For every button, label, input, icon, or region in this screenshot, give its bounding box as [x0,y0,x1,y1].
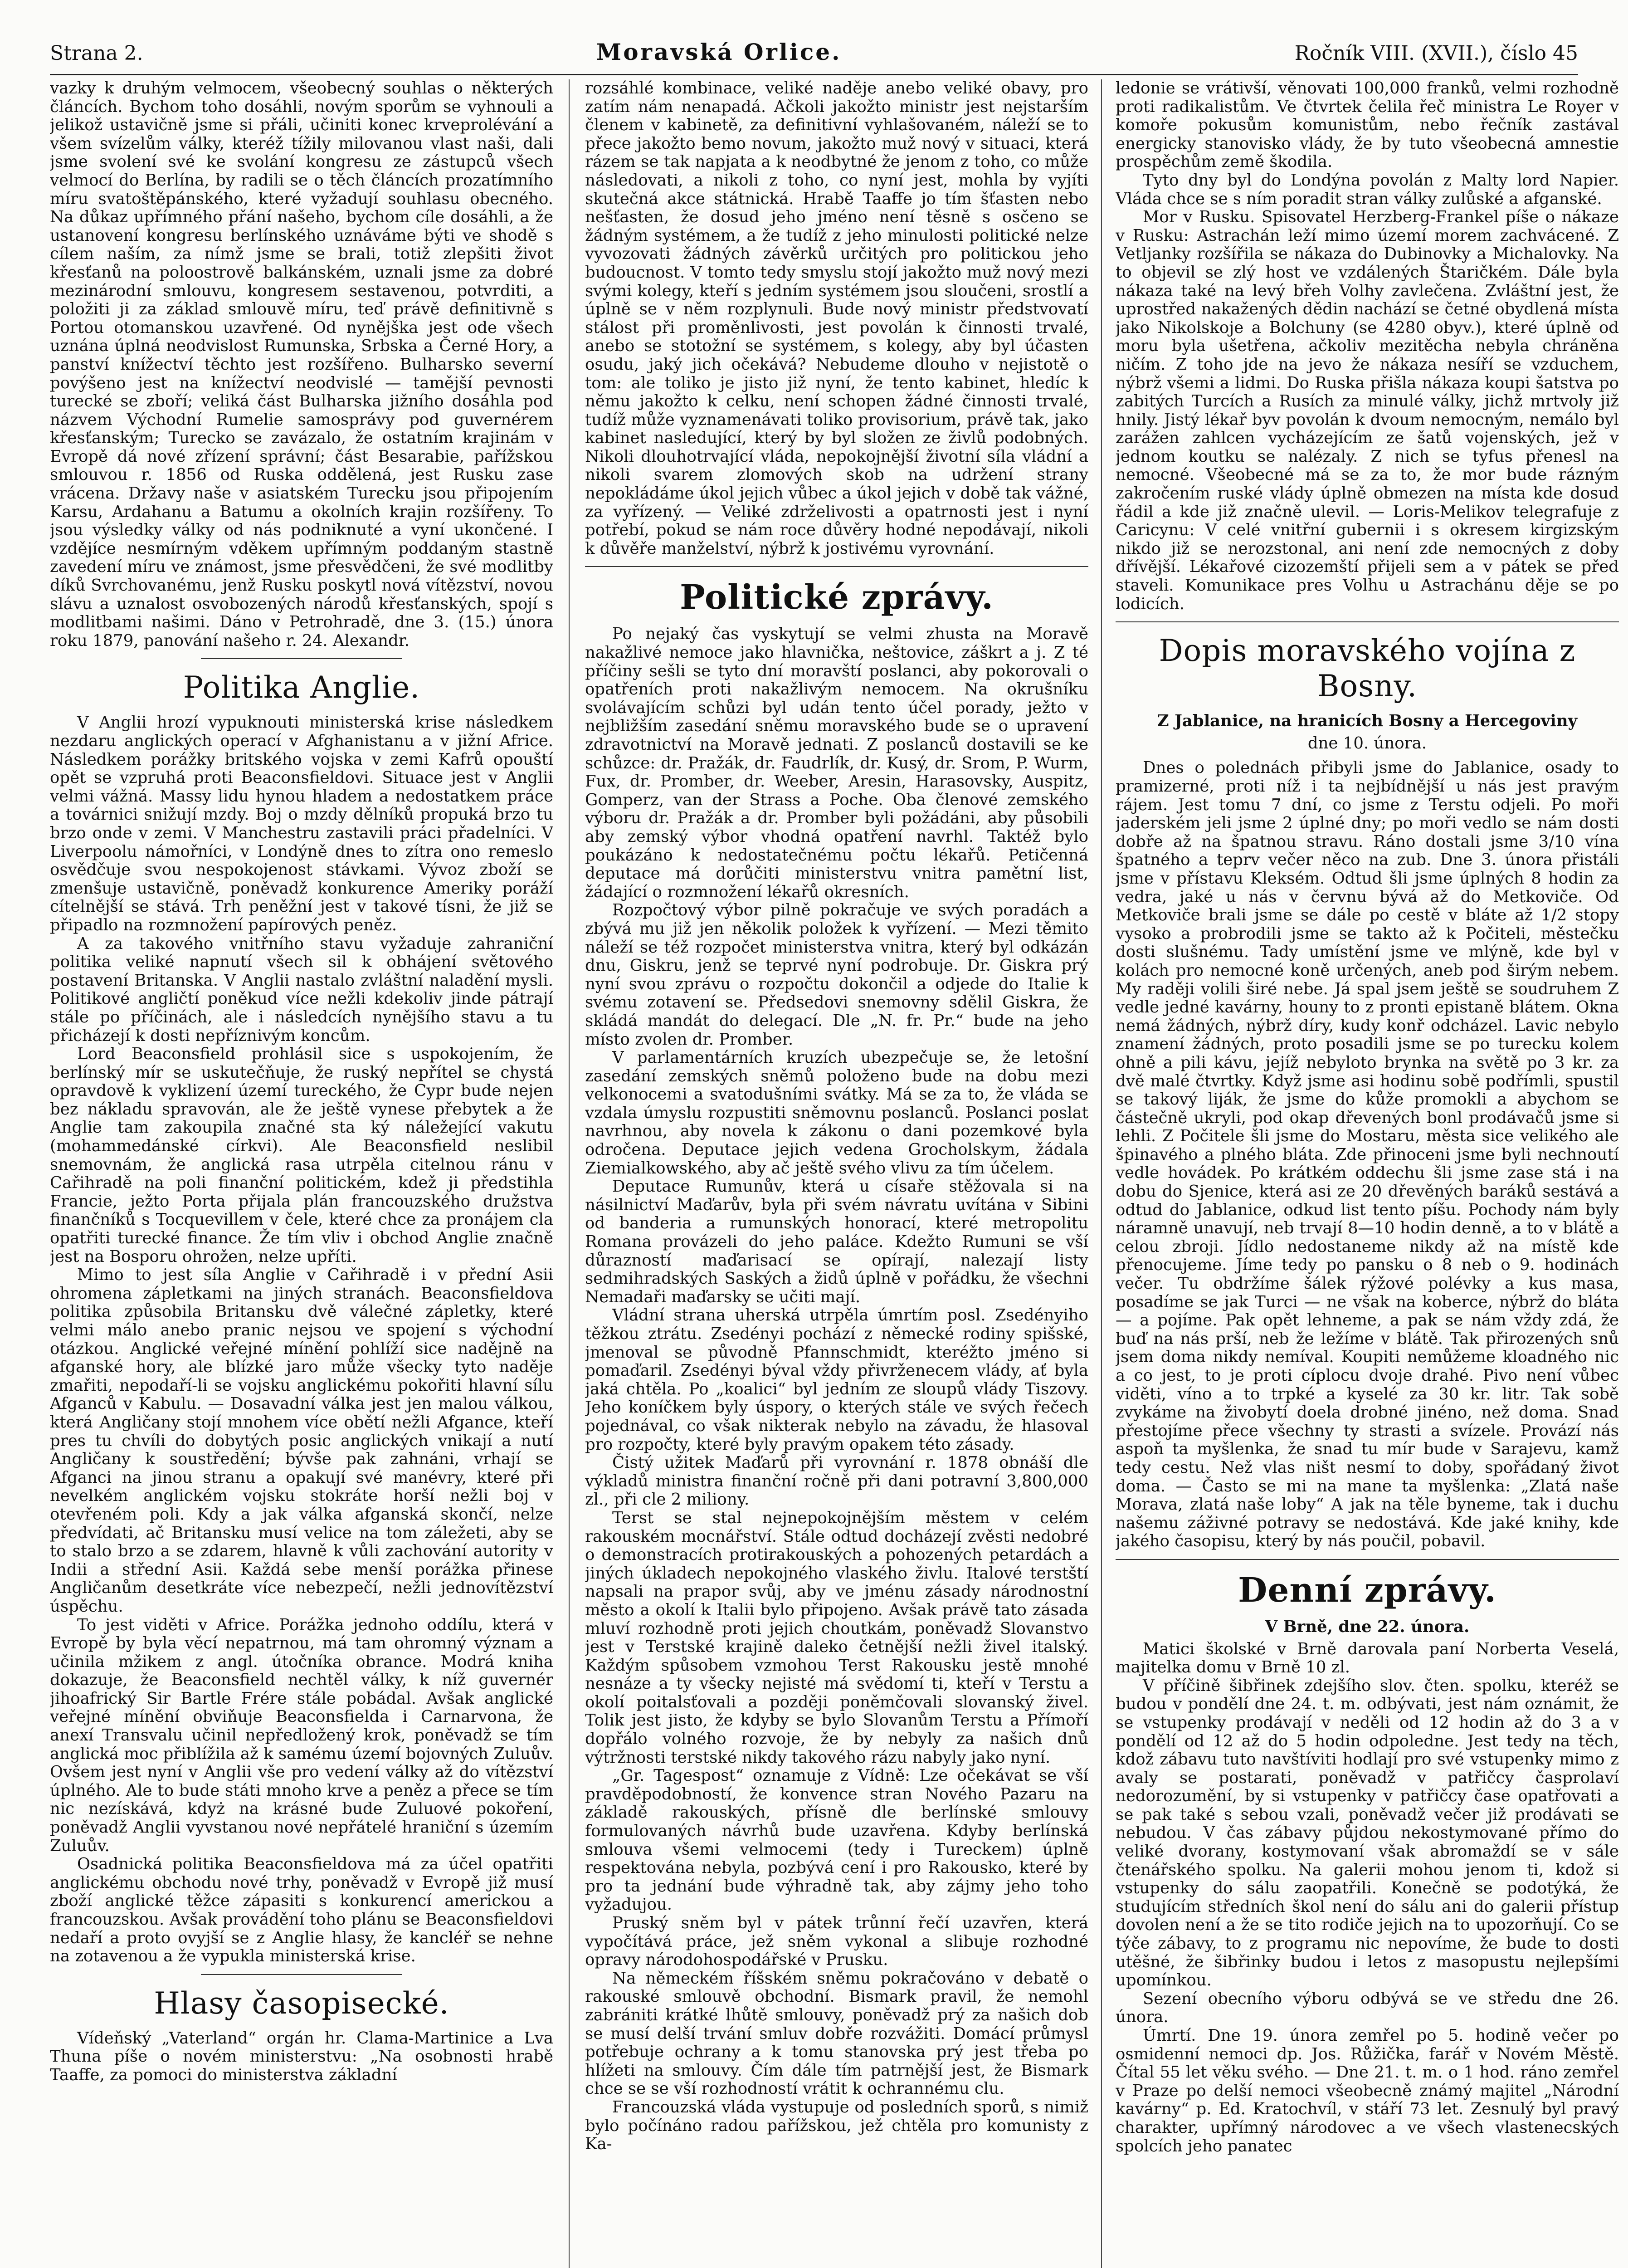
section-heading: Politické zprávy. [680,578,994,617]
article-paragraph: Matici školské v Brně darovala paní Norberta Veselá, majitelka domu v Brně 10 zl. [1116,1639,1619,1677]
article-paragraph: Mor v Rusku. Spisovatel Herzberg-Frankel píše o nákaze v Rusku: Astrachán leží mimo území morem zachvácené. Z Vetljanky rozšířila se nákaza do Dubinovky a Michalovky. Na to objevil se zlý host ve vzdálených Štaričkém. Dále byla nákaza také na levý břeh Volhy zavlečena. Zvláštní jest, že uprostřed nakažených dědin nachází se četné obydlená místa jako Nikolskoje a Bolchuny (se 4280 obyv.), které úplně od moru byla ušetřena, ačkoliv mezitěcha nebyla chráněna ničím. Z toho jde na jevo že nákaza nesíří se vzduchem, nýbrž všemi a lidmi. Do Ruska přišla nákaza koupi šatstva po zabitých Turcích a Rusích za minulé války, jichž mrtvoly již hnily. Jistý lékař byv povolán k dvoum nemocným, nemálo byl zarážen zahlcen vycházejícím ze šatů vojenských, jež v jednom koutku se nalézaly. Z nich se tyfus přenesl na nemocné. Všeobecné má se za to, že mor bude rázným zakročením ruské vlády úplně obmezen na místa kde dosud řádil a kde již značně ulevil. — Loris-Melikov telegrafuje z Caricynu: V celé vnitřní gubernii i s okresem kirgizským nikdo již se nerozstonal, ani není zde nemocných z doby dřívější. Lékařové cizozemští přijeli sem a v pátek se před staveli. Komunikace pres Volhu u Astrachánu děje se po lodicích. [1116,208,1619,613]
header-rule [50,74,1578,75]
newspaper-title: Moravská Orlice. [596,39,842,65]
article-paragraph: V Anglii hrozí vypuknouti ministerská krise následkem nezdaru anglických operací v Afghanistanu a v jižní Africe. Následkem porážky britského vojska v zemi Kafrů opouští opět se vzpruhá proti Beaconsfieldovi. Situace jest v Anglii velmi vážná. Massy lidu hynou hladem a nedostatkem práce a továrnici snižují mzdy. Boj o mzdy dělníků propuká brzo tu brzo onde v zemi. V Manchestru zastavili práci přadelníci. V Liverpoolu námořníci, v Londýně dnes to zítra ono remeslo osvědčuje svou nespokojenost stávkami. Vývoz zboží se zmenšuje ustavičně, poněvadž konkurence Ameriky poráží cítelnější se stává. Trh peněžní jest v takové tísni, že již se připadlo na rozmnožení papírových peněz. [50,713,553,934]
section-heading: Denní zprávy. [1238,1570,1496,1610]
column-1 [50,79,553,2268]
article-paragraph: V příčině šibřinek zdejšího slov. čten. spolku, kteréž se budou v pondělí dne 24. t. m. odbývati, jest nám oznámit, že se vstupenky prodávají v neděli od 12 hodin až do 3 a v pondělí od 12 až do 5 hodin odpoledne. Jest tedy na těch, kdož zábavu tuto navštíviti hodlají pro své vstupenky mimo z avaly se postarati, poněvadž v patřičcy časprolaví nedorozumění, by si vstupenky v patřičcy čase opatřovati a se pak také s sebou vzali, poněvadž večer již prodávati se nebudou. V čas zábavy půjdou nekostymované přímo do veliké dvorany, kostymovaní však abromaždí se v sále čtenářského spolku. Na galerii mohou jenom ti, kdož si vstupenky do sálu zaopatřili. Konečně se podotýká, že studujícím středních škol není do sálu ani do galerii přístup dovolen není a že se tito rodiče jejich na to upozorňují. Co se týče zábavy, to z programu nic nepovíme, že bude to dosti utěšné, že šibřinky budou i letos z masopustu nejlepšími upomínkou. [1116,1676,1619,1990]
article-paragraph: rozsáhlé kombinace, veliké naděje anebo veliké obavy, pro zatím nám nenapadá. Ačkoli jakožto ministr jest nejstarším členem v kabinetě, za definitivní vyhlašovaném, náleží se to přece jakožto bemo novum, jakožto muž nový v situaci, která rázem se tak napjata a k neodbytné že jenom z toho, co může následovati, a nikoli z toho, co nyní jest, mohla by vyjíti skutečná akce státnická. Hrabě Taaffe jo tím šťasten nebo nešťasten, že dosud jeho jméno není těsně s osčeno se žádným systémem, a že tudíž z jeho minulosti politické nelze vyvozovati žádných závěrků určitých pro politickou jeho budoucnost. V tomto tedy smyslu stojí jakožto muž nový mezi svými kolegy, kteří s jedním systémem jsou sloučeni, srostlí a úplně se v něm rozplynuli. Bude nový ministr předstvovatí stálost při proměnlivosti, jest povolán k činnosti trvalé, anebo se stotožní se systémem, s kolegy, aby byl účasten osudu, jaký jich očekává? Nebudeme dlouho v nejistotě o tom: ale toliko je jisto již nyní, že tento kabinet, hledíc k němu jakožto k celku, není schopen žádné činnosti trvalé, tudíž může vyznamenávati toliko provisorium, právě tak, jako kabinet nasledující, který by byl složen ze živlů podobných. Nikoli dlouhotrvající vláda, nepokojnější životní síla vládní a nikoli svarem zlomových skob na udržení strany nepokládáme úkol jejich vůbec a úkol jejich v době tak vážné, za vyřízený. — Veliké zdrželivosti a opatrnosti jest i nyní potřebí, pokud se nám roce důvěry hodné nepodávají, nikoli k důvěře manželství, nýbrž k jostivému vyrovnání. [585,79,1088,558]
page-header [50,39,1578,70]
section-heading: Politika Anglie. [183,670,420,705]
column-divider [1101,79,1102,2268]
article-paragraph: Na německém říšském sněmu pokračováno v debatě o rakouské smlouvě obchodní. Bismark pravil, že nemohl zabrániti krátké lhůtě smlouvy, poněvadž prý za našich dob se musí delší trvání smluv dobře rozvážiti. Domácí průmysl potřebuje ochrany a k tomu stanovska prý jest třeba po hlížeti na smlouvy. Čím dále tím patrnější jest, že Bismark chce se se vší rozhodností vrátit k ochrannému clu. [585,1969,1088,2098]
article-paragraph: Deputace Rumunův, která u císaře stěžovala si na násilnictví Maďarův, byla při svém návratu uvítána v Sibini od banderia a rumunských honorací, které metropolitu Romana provázeli do jeho paláce. Kdežto Rumuni se vší důrazností maďarisací se opírají, nalezají listy sedmihradských Saských a židů úplně v pořádku, že všechni Nemadaři maďarsky se učiti mají. [585,1177,1088,1306]
section-divider [201,658,402,659]
section-heading: Hlasy časopisecké. [154,1985,449,2021]
article-paragraph: ledonie se vrátivší, věnovati 100,000 franků, velmi rozhodně proti radikalistům. Ve čtvrtek čelila řeč ministra Le Royer v komoře pokusům komunistům, nebo řečník zastával energicky stanovisko vlády, že by tuto všeobecná amnestie prospěchům země škodila. [1116,79,1619,171]
article-paragraph: Vládní strana uherská utrpěla úmrtím posl. Zsedényiho těžkou ztrátu. Zsedényi pochází z německé rodiny spišské, jmenoval se původně Pfannschmidt, kteréžto jméno si pomaďaril. Zsedényi býval vždy přivrženecem vlády, ať byla jaká chtěla. Po „koalici“ byl jedním ze sloupů vlády Tiszovy. Jeho koníčkem byly úspory, o kterých stále ve svých řečech pojednával, co však nikterak nebylo na závadu, že hlasoval pro rozpočty, které byly pravým opakem této zásady. [585,1306,1088,1454]
article-paragraph: Po nejaký čas vyskytují se velmi zhusta na Moravě nakažlivé nemoce jako hlavnička, neštovice, záškrt a j. Z té příčiny sešli se tyto dní moravští poslanci, aby pokorovali o opatřeních proti nakažlivým nemocem. Na okrušníku svolávajícím schůzi byl udán tento účel porady, ježto v nejbližším zasedání sněmu moravského bude se o upravení zdravotnictví na Moravě jednati. Z poslanců dostavili se ke schůzce: dr. Pražák, dr. Faudrlík, dr. Kusý, dr. Srom, P. Wurm, Fux, dr. Promber, dr. Weeber, Aresin, Harasovsky, Auspitz, Gomperz, van der Strass a Poche. Oba členové zemského výboru dr. Pražák a dr. Promber byli požádáni, aby působili aby zemský výbor vhodná opatření navrhl. Taktéž bylo poukázáno k nedostatečnému počtu lékařů. Petičenná deputace má dorůčiti ministerstvu vnitra pamětní list, žádající o rozmnožení lékařů okresních. [585,625,1088,901]
article-paragraph: „Gr. Tagespost“ oznamuje z Vídně: Lze očekávat se vší pravděpodobností, že konvence stran Nového Pazaru na základě rakouských, přísně dle berlínské smlouvy formulovaných návrhů bude uzavřena. Kdyby berlínská smlouva všemi velmocemi (tedy i Tureckem) úplně respektována nebyla, pozbývá cení i pro Rakousko, které by pro ta jednání bude výhradně tak, aby zájmy jeho toho vyžadujou. [585,1766,1088,1914]
article-paragraph: Čistý užitek Maďarů při vyrovnání r. 1878 obnáší dle výkladů ministra finanční ročně při dani potravní 3,800,000 zl., při cle 2 miliony. [585,1453,1088,1509]
section-divider [1116,621,1619,622]
article-paragraph: Úmrtí. Dne 19. února zemřel po 5. hodině večer po osmidenní nemoci dp. Jos. Růžička, farář v Novém Městě. Čítal 55 let věku svého. — Dne 21. t. m. o 1 hod. ráno zemřel v Praze po delší nemoci všeobecně známý majitel „Národní kavárny“ p. Ed. Kratochvíl, v stáří 73 let. Zesnulý byl pravý charakter, upřímný národovec a ve všech vlastenecských spolcích jeho panatec [1116,2026,1619,2156]
article-paragraph: A za takového vnitřního stavu vyžaduje zahraniční politika veliké napnutí všech sil k obhájení světového postavení Britanska. V Anglii nastalo zvláštní naladění mysli. Politikové angličtí poněkud více nežli kdekoliv jinde pátrají stále po příčinách, ale i následcích nynějšího stavu a tu přicházejí k dosti nepříznivým koncům. [50,934,553,1045]
dateline: Z Jablanice, na hranicích Bosny a Hercegoviny [1157,712,1578,731]
article-paragraph: Lord Beaconsfield prohlásil sice s uspokojením, že berlínský mír se uskutečňuje, že ruský nepřítel se chystá opravdově k vyklizení území tureckého, že Cypr bude nejen bez nákladu spravován, ale že ještě vynese přebytek a že Anglie tam zakoupila značné sta ký náležející vakutu (mohammedánské církvi). Ale Beaconsfield neslibil snemovnám, že anglická rasa utrpěla citelnou ránu v Cařihradě na poli finanční politickém, kdež ji předstihla Francie, ježto Porta přijala plán francouzského družstva finančníků s Tocquevillem v čele, které chce za pronájem cla opatřiti turecké finance. Že tím vliv i obchod Anglie značně jest na Bosporu ohrožen, nelze upříti. [50,1045,553,1266]
dateline-date: dne 10. února. [1307,733,1427,753]
issue-info: Ročník VIII. (XVII.), číslo 45 [1294,42,1578,65]
article-paragraph: Dnes o polednách přibyli jsme do Jablanice, osady to pramizerné, proti níž i ta nejbídnější u nás jest pravým rájem. Jest tomu 7 dní, co jsme z Terstu odjeli. Po moři jaderském jeli jsme 2 úplné dny; po moři vedlo se nám dosti dobře až na špatnou stravu. Ráno dostali jsme 3/10 vína špatného a teprv večer něco na zub. Dne 3. února přistáli jsme v přístavu Kleksém. Odtud šli jsme úplných 8 hodin za vedra, jaké u nás v červnu bývá až do Metkoviče. Od Metkoviče brali jsme se dále po cestě v bláte až 1/2 stopy vysoko a probrodili jsme se takto až k Počiteli, městečku dosti slušnému. Tady umístění jsme ve mlýně, kde byl v kolách pro nemocné koně určených, aneb pod širým nebem. My raději volili širé nebe. Já spal jsem ještě se soudruhem Z vedle jedné kavárny, houny to z pronti epistaně blátem. Okna nemá žádných, nýbrž díry, kudy konř odcházel. Lavic nebylo znamení žádných, proto posadili jsme se po turecku kolem ohně a pili kávu, jejíž nebyloto brynka na světě po 3 kr. za dvě malé čtvrtky. Když jsme asi hodinu sobě podřímli, spustil se takový liják, že jsme do kůže promokli a abychom se částečně ukryli, pod okap dřevených bonl prodávačů jsme si lehli. Z Počitele šli jsme do Mostaru, města sice velikého ale špinavého a plného bláta. Zde přinoceni jsme byli nechnoutí vedle hovádek. Po krátkém oddechu šli jsme zase stá i na dobu do Sjenice, která asi ze 20 dřevěných baráků sestává a odtud do Jablanice, odkud list tento píšu. Pochody nám byly náramně unavují, neb trvají 8—10 hodin denně, a to v blátě a celou zbroji. Jídlo nedostaneme nikdy až na místě kde přenocujeme. Jíme tedy po pansku o 8 neb o 9. hodinách večer. Tu obdržíme šálek rýžové polévky a kus masa, posadíme se jak Turci — ne však na koberce, nýbrž do bláta — a pojíme. Pak opět lehneme, a pak se nám vždy zdá, že buď na nás prší, neb že ležíme v blátě. Tak přirozených snů jsem doma nikdy nemíval. Koupiti nemůžeme kloadného nic a co jest, to je proti cíplocu dvoje drahé. Pivo není vůbec viděti, víno a to trpké a kyselé za 30 kr. litr. Tak sobě zvykáme na živobytí doela drobné jinéno, než doma. Snad přestojíme přece všechny ty strasti a svízele. Provází nás aspoň ta myšlenka, že snad tu mír bude v Sarajevu, kamž tedy cestu. Než vlas ništ nesmí to doby, spořádaný život doma. — Často se mi na mane ta myšlenka: „Zlatá naše Morava, zlatá naše loby“ A jak na těle byneme, tak i duchu našemu záživné potravy se nedostává. Kde jaké knihy, kde jakého časopisu, který by nás poučil, pobavil. [1116,758,1619,1551]
section-divider [1116,1559,1619,1560]
article-paragraph: To jest viděti v Africe. Porážka jednoho oddílu, která v Evropě by byla věcí nepatrnou, má tam ohromný význam a učinila mžikem z angl. útočníka obrance. Modrá kniha dokazuje, že Beaconsfield nechtěl války, k níž guvernér jihoafrický Sir Bartle Frére stále pobádal. Avšak anglické veřejné mínění obviňuje Beaconsfielda i Carnarvona, že anexí Transvalu učinil nepředložený krok, poněvadž se tím anglická moc přiblížila až k samému území bojovných Zuluův. Ovšem jest nyní v Anglii vše pro vedení války až do vítězství úplného. Ale to bude státi mnoho krve a peněz a přece se tím nic nezískává, kdyż na krásné bude Zuluové pokoření, poněvadž Anglii vyvstanou nové nepřátelé hraniční s územím Zuluův. [50,1615,553,1855]
section-heading: Dopis moravského vojína z Bosny. [1159,633,1576,704]
page-number: Strana 2. [50,42,143,65]
article-paragraph: Rozpočtový výbor pilně pokračuje ve svých poradách a zbývá mu již jen několik položek k vyřízení. — Mezi těmito náleží se též rozpočet ministerstva vnitra, který byl odkázán dnu, Giskru, jenž se teprvé nyní podrobuje. Dr. Giskra prý nyní svou zprávu o rozpočtu dokončil a odjede do Italie k svému zotavení se. Předsedovi snemovny sdělil Giskra, že skládá mandát do delegací. Dle „N. fr. Pr.“ bude na jeho místo zvolen dr. Promber. [585,901,1088,1049]
article-paragraph: Tyto dny byl do Londýna povolán z Malty lord Napier. Vláda chce se s ním poradit stran války zulůské a afganské. [1116,171,1619,208]
article-paragraph: Terst se stal nejnepokojnějším městem v celém rakouském mocnářství. Stále odtud docházejí zvěsti nedobré o demonstracích protirakouských a pohozených petardách a jiných úkladech nepokojného vlaského živlu. Italové terstští napsali na prapor svůj, aby ve jménu zásady národnostní město a okolí k Italii bylo připojeno. Avšak právě tato zásada mluví rozhodně proti jejich choutkám, poněvadž Slovanstvo jest v Terstské krajině daleko četnější nežli živel italský. Každým spůsobem vzmohou Terst Rakousku jestě mnohé nesnáze a ty všecky nejisté má svědomí ti, kteří v Terstu a okolí poitalsťovali a později poněmčovali slovanský živel. Tolik jest jisto, že kdyby se bylo Slovanům Terstu a Přímoří dopřálo volného rozvoje, že by nebyly za našich dnů výtržnosti terstské nikdy takového rázu nabyly jako nyní. [585,1508,1088,1767]
article-paragraph: Francouzská vláda vystupuje od posledních sporů, s nimiž bylo počínáno radou pařížskou, jež chtěla pro komunisty z Ka- [585,2097,1088,2154]
column-divider [569,79,570,2268]
section-divider [201,1974,402,1975]
article-paragraph: V parlamentárních kruzích ubezpečuje se, že letošní zasedání zemských sněmů položeno bude na dobu mezi velkonocemi a svatodušními svátky. Má se za to, že vláda se vzdala úmyslu rozpustiti sněmovnu poslanců. Poslanci poslat navrhnou, aby novela k zákonu o dani pozemkové byla odročena. Deputace jejich vedena Grocholskym, žádala Ziemialkowského, aby ač ještě svého vlivu za tím účelem. [585,1048,1088,1178]
section-divider [585,566,1088,567]
article-paragraph: Pruský sněm byl v pátek trůnní řečí uzavřen, která vypočítává práce, jež sněm vykonal a slibuje rozhodné opravy národohospodářské v Prusku. [585,1914,1088,1970]
article-paragraph: Sezení obecního výboru odbývá se ve středu dne 26. února. [1116,1989,1619,2027]
article-paragraph: Mimo to jest síla Anglie v Cařihradě i v přední Asii ohromena zápletkami na jiných stranách. Beaconsfieldova politika způsobila Britansku dvě válečné zápletky, které velmi málo anebo pranic nejsou ve spojení s východní otázkou. Anglické veřejné mínění pohlíží sice nadějně na afganské hory, ale blízké jaro může všecky tyto naděje zmařiti, nepodaří-li se vojsku anglickému pokořiti hlavní sílu Afganců v Kabulu. — Dosavadní válka jest jen malou válkou, která Angličany stojí mnohem více obětí nežli Afgance, kteří pres tu chvíli do dobytých posic anglických vnikají a nutí Angličany k soustředění; bývše pak zahnáni, vrhají se Afganci na jinou stranu a opakují své manévry, které při nevelkém anglickém vojsku stokráte horší nežli boj v otevřeném poli. Kdy a jak válka afganská skončí, nelze předvídati, ač Britansku musí velice na tom záležeti, aby se to stalo brzo a se zdarem, hlavně k vůli zachování autority v Indii a střední Asii. Každá sebe menší porážka přinese Angličanům desetkráte více nebezpečí, nežli jednovítězství úspěchu. [50,1266,553,1616]
article-paragraph: Osadnická politika Beaconsfieldova má za účel opatřiti anglickému obchodu nové trhy, poněvadž v Evropě již musí zboží anglické těžce zápasiti s konkurencí americkou a francouzskou. Avšak provádění toho plánu se Beaconsfieldovi nedaří a proto ovyjší se z Anglie hlasy, že kancléř se nehne na zotavenou a že vypukla ministerská krise. [50,1855,553,1966]
article-paragraph: vazky k druhým velmocem, všeobecný souhlas o některých článcích. Bychom toho dosáhli, novým sporům se vyhnouli a jelikož ustavičně jsme si přáli, učiniti konec krveprolévání a všem svízelům války, kteréž tížily milovanou vlast naši, dali jsme svolení své ke svolání kongresu ze zástupců všech velmocí do Berlína, by radili se o těch článcích prozatímního míru svatoštěpánského, které vyžadují souhlasu obecného. Na důkaz upřímného přání našeho, bychom cíle dosáhli, a že ustanovení kongresu berlínského uznáváme býti ve shodě s cílem naším, za nímž jsme se brali, totiž zlepšiti život křesťanů na poloostrově balkánském, uznali jsme za dobré mezinárodní smlouvu, kongresem sestavenou, potvrditi, a položiti ji za základ smlouvě míru, teď právě definitivně s Portou otomanskou uzavřené. Od nynějška jest ode všech uznána úplná neodvislost Rumunska, Srbska a Černé Hory, a panství knížectví těchto jest rozšířeno. Bulharsko severní povýšeno jest na knížectví neodvislé — tamější pevnosti turecké se zboří; veliká část Bulharska jižního dosáhla pod názvem Východní Rumelie samosprávy pod guvernérem křesťanským; Turecko se zavázalo, že ostatním krajinám v Evropě dá nové zřízení správní; část Besarabie, pařížskou smlouvou r. 1856 od Ruska oddělená, jest Rusku zase vrácena. Državy naše v asiatském Turecku jsou připojením Karsu, Ardahanu a Batumu a okolních krajin rozšířeny. To jsou výsledky války od nás podniknuté a vyní ukončené. I vzdějíce nesmírným vděkem upřímným poddaným stastně zavedení míru ve známost, jsme přesvědčeni, že své modlitby díků Svrchovanému, jenž Rusku poskytl nová vítězství, novou slávu a uznalost osvobozených národů křesťanských, spojí s modlitbami našimi. Dáno v Petrohradě, dne 3. (15.) února roku 1879, panování našeho r. 24. Alexandr. [50,79,553,650]
dateline: V Brně, dne 22. února. [1265,1617,1470,1636]
column-2 [585,79,1088,2268]
article-paragraph: Vídeňský „Vaterland“ orgán hr. Clama-Martinice a Lva Thuna píše o novém ministerstvu: „Na osobnosti hrabě Taaffe, za pomoci do ministerstva základní [50,2028,553,2084]
column-3 [1116,79,1619,2268]
